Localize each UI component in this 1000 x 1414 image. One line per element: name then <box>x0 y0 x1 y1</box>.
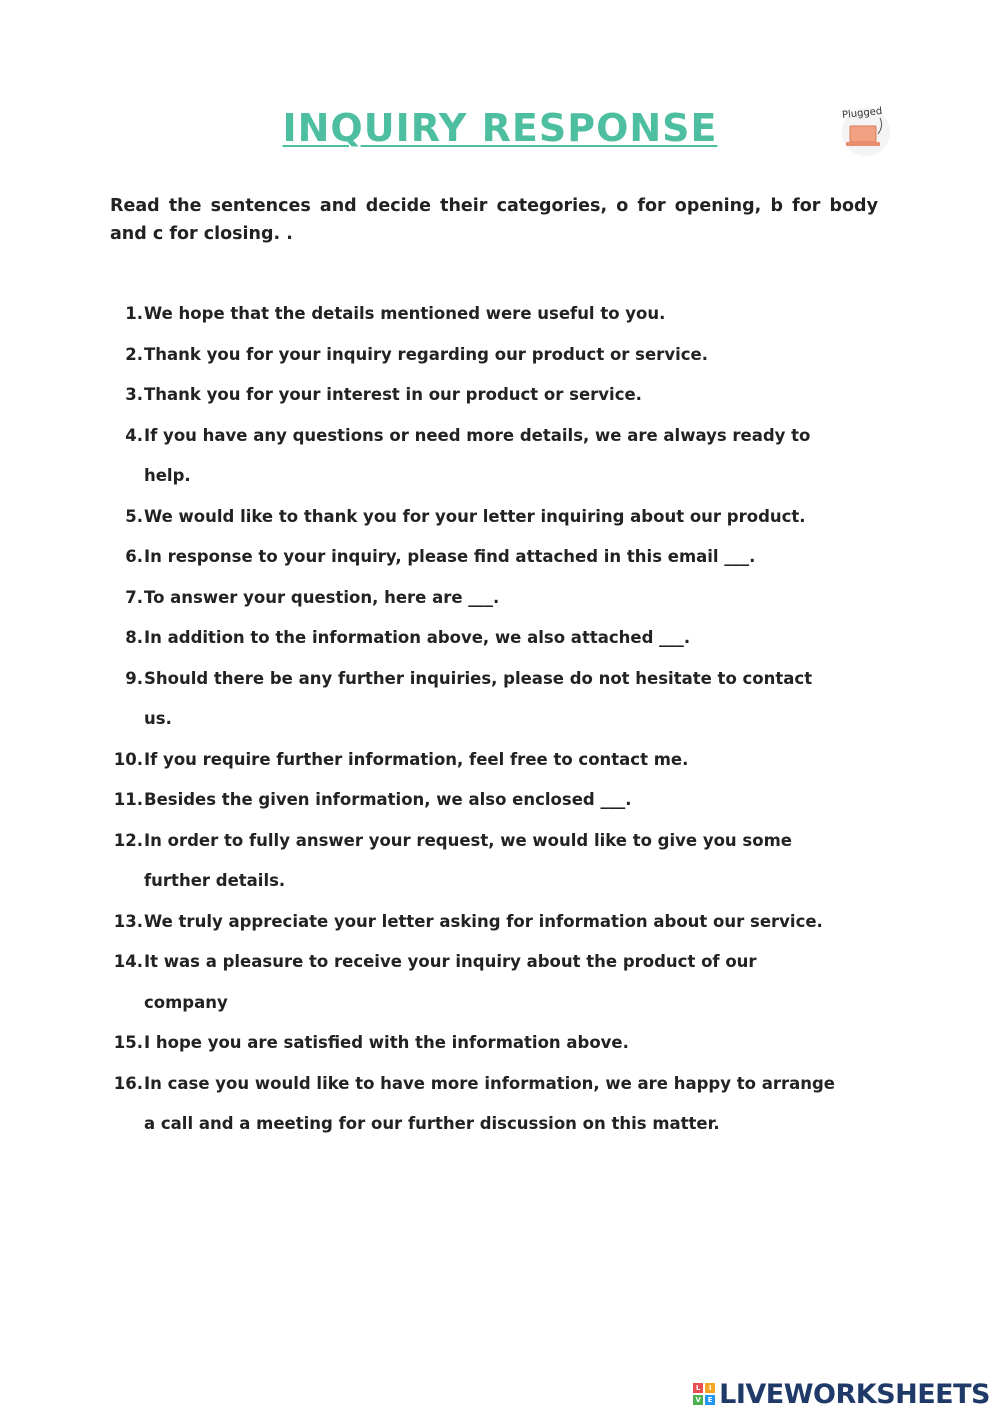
badge-letter: E <box>705 1395 715 1405</box>
sentence-text: If you have any questions or need more details, we are always ready to help. <box>144 425 811 485</box>
logo-text: Plugged <box>841 105 883 122</box>
sentence-number: 8. <box>125 628 143 647</box>
page-title: INQUIRY RESPONSE <box>282 106 718 150</box>
sentence-item <box>110 618 870 659</box>
sentence-text: We hope that the details mentioned were useful to you. <box>144 304 666 323</box>
sentence-item <box>110 497 870 538</box>
sentence-text: We truly appreciate your letter asking for information about our service. <box>144 911 823 931</box>
sentence-number: 9. <box>125 668 143 688</box>
sentence-number: 11. <box>113 790 143 809</box>
sentence-number: 6. <box>125 547 143 566</box>
sentence-text: We would like to thank you for your letter inquiring about our product. <box>144 506 806 526</box>
sentence-item <box>110 416 870 497</box>
sentence-item <box>110 335 870 376</box>
badge-letter: I <box>705 1383 715 1393</box>
plugged-laptop-logo <box>838 106 894 156</box>
badge-letter: L <box>693 1383 703 1393</box>
sentence-item <box>110 821 870 902</box>
sentence-number: 2. <box>125 344 143 364</box>
sentence-item <box>110 1064 870 1145</box>
sentence-text: In response to your inquiry, please find attached in this email ___. <box>144 547 756 566</box>
sentence-text: Thank you for your inquiry regarding our product or service. <box>144 344 708 364</box>
sentence-number: 5. <box>125 506 143 526</box>
sentence-number: 3. <box>125 385 143 404</box>
sentence-text: It was a pleasure to receive your inquiry about the product of our company <box>144 952 757 1012</box>
sentence-item <box>110 659 870 740</box>
sentence-text: I hope you are satisfied with the information above. <box>144 1033 629 1052</box>
badge-letter: V <box>693 1395 703 1405</box>
sentence-number: 7. <box>125 587 143 607</box>
sentence-number: 15. <box>113 1033 143 1052</box>
sentence-number: 10. <box>113 749 143 769</box>
sentence-list <box>110 294 870 1145</box>
sentence-item <box>110 740 870 781</box>
sentence-text: In addition to the information above, we also attached ___. <box>144 628 691 647</box>
liveworksheets-brand: LIVEWORKSHEETS <box>719 1378 990 1410</box>
sentence-item <box>110 780 870 821</box>
sentence-text: In order to fully answer your request, we would like to give you some further details. <box>144 830 792 890</box>
sentence-item <box>110 1023 870 1064</box>
sentence-number: 14. <box>113 952 143 971</box>
instructions: Read the sentences and decide their categories, o for opening, b for body and c for closing. . <box>110 196 878 244</box>
sentence-item <box>110 902 870 943</box>
sentence-number: 16. <box>113 1073 143 1093</box>
sentence-item <box>110 375 870 416</box>
sentence-text: Thank you for your interest in our product or service. <box>144 385 642 404</box>
liveworksheets-footer <box>693 1376 990 1412</box>
sentence-item <box>110 537 870 578</box>
sentence-number: 4. <box>125 425 143 445</box>
sentence-item <box>110 942 870 1023</box>
sentence-number: 13. <box>113 911 143 931</box>
sentence-text: Should there be any further inquiries, please do not hesitate to contact us. <box>144 668 813 728</box>
sentence-text: Besides the given information, we also enclosed ___. <box>144 790 632 809</box>
sentence-number: 1. <box>125 304 143 323</box>
sentence-text: To answer your question, here are ___. <box>144 587 500 607</box>
liveworksheets-icon <box>693 1383 715 1405</box>
sentence-number: 12. <box>113 830 143 850</box>
sentence-item <box>110 294 870 335</box>
sentence-text: If you require further information, feel free to contact me. <box>144 749 689 769</box>
sentence-item <box>110 578 870 619</box>
sentence-text: In case you would like to have more information, we are happy to arrange a call and a meeting for our further discussion on this matter. <box>144 1073 836 1133</box>
